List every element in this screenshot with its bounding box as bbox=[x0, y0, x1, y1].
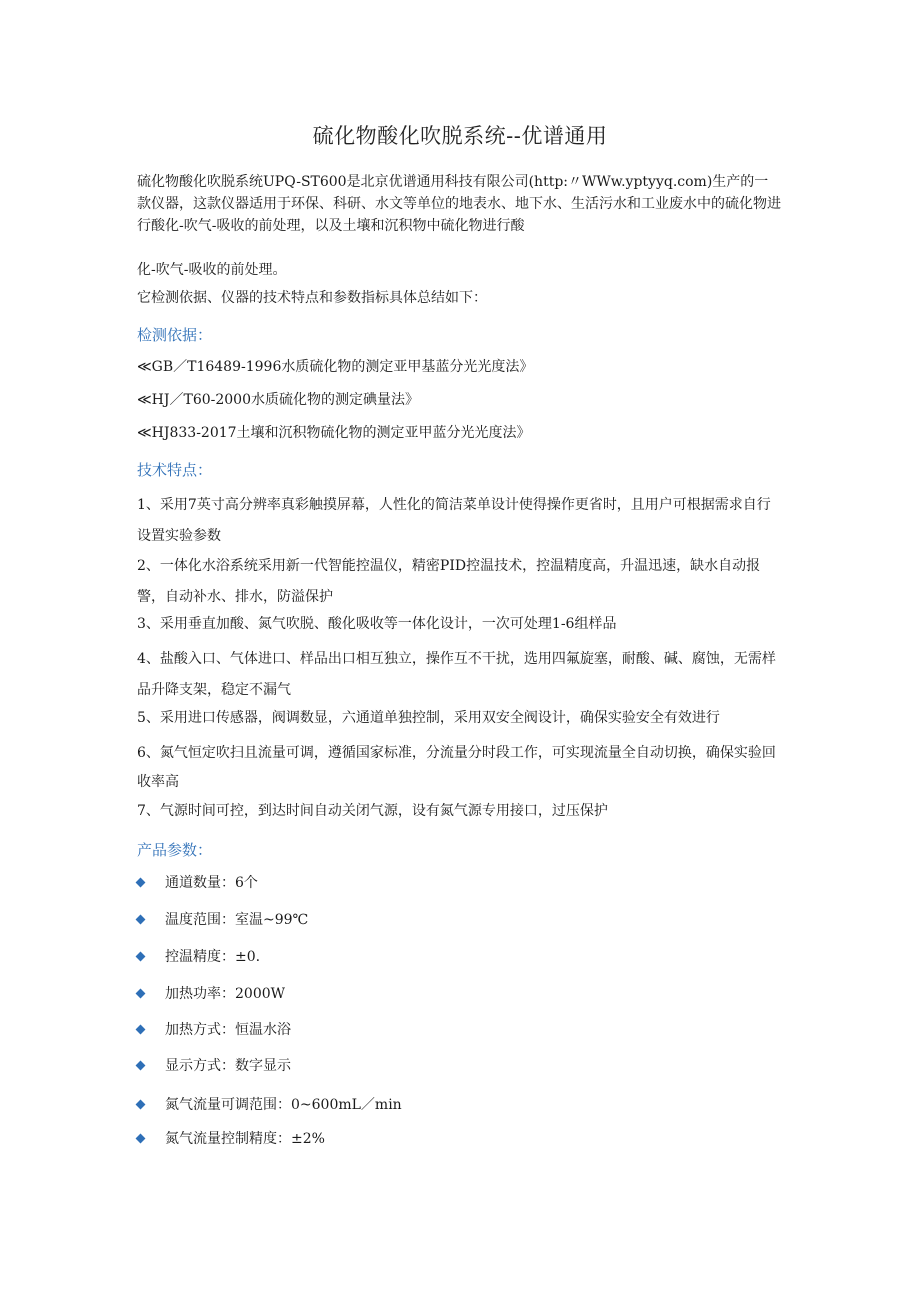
param-item bbox=[137, 1019, 737, 1041]
feature-item: 3、采用垂直加酸、氮气吹脱、酸化吸收等一体化设计，一次可处理1-6组样品 bbox=[137, 616, 617, 632]
param-text: 加热方式：恒温水浴 bbox=[165, 1022, 291, 1038]
param-text: 加热功率：2000W bbox=[165, 986, 286, 1002]
intro-section bbox=[137, 171, 782, 259]
param-item bbox=[137, 909, 737, 931]
param-item bbox=[137, 983, 737, 1005]
intro-summary: 它检测依据、仪器的技术特点和参数指标具体总结如下： bbox=[137, 290, 487, 306]
feature-item: 5、采用进口传感器，阀调数显，六通道单独控制，采用双安全阀设计，确保实验安全有效进行 bbox=[137, 710, 720, 726]
params-heading: 产品参数： bbox=[137, 841, 213, 859]
diamond-bullet-icon bbox=[136, 989, 146, 999]
param-text: 氮气流量可调范围：0~600mL／min bbox=[165, 1097, 402, 1113]
basis-item: ≪GB／T16489-1996水质硫化物的测定亚甲基蓝分光光度法》 bbox=[137, 359, 534, 375]
feature-item: 7、气源时间可控，到达时间自动关闭气源，设有氮气源专用接口，过压保护 bbox=[137, 803, 608, 819]
features-heading: 技术特点： bbox=[137, 461, 213, 479]
feature-item: 4、盐酸入口、气体进口、样品出口相互独立，操作互不干扰，选用四氟旋塞，耐酸、碱、腐蚀，无需样品升降支架，稳定不漏气 bbox=[137, 651, 776, 698]
param-text: 显示方式：数字显示 bbox=[165, 1058, 291, 1074]
feature-item: 1、采用7英寸高分辨率真彩触摸屏幕，人性化的简洁菜单设计使得操作更省时，且用户可根据需求自行设置实验参数 bbox=[137, 497, 771, 544]
feature-item: 6、氮气恒定吹扫且流量可调，遵循国家标准，分流量分时段工作，可实现流量全自动切换，确保实验回收率高 bbox=[137, 745, 776, 790]
param-item bbox=[137, 872, 737, 894]
intro-paragraph-continued: 化-吹气-吸收的前处理。 bbox=[137, 262, 287, 278]
param-text: 温度范围：室温~99℃ bbox=[165, 912, 309, 928]
param-text: 通道数量：6个 bbox=[165, 875, 258, 891]
param-item bbox=[137, 1128, 737, 1150]
diamond-bullet-icon bbox=[136, 952, 146, 962]
basis-item: ≪HJ／T60-2000水质硫化物的测定碘量法》 bbox=[137, 392, 419, 408]
basis-heading: 检测依据： bbox=[137, 326, 213, 344]
page-title: 硫化物酸化吹脱系统--优谱通用 bbox=[312, 124, 608, 148]
param-text: 氮气流量控制精度：±2% bbox=[165, 1131, 325, 1147]
param-item bbox=[137, 1055, 737, 1077]
param-text: 控温精度：±0. bbox=[165, 949, 261, 965]
basis-item: ≪HJ833-2017土壤和沉积物硫化物的测定亚甲蓝分光光度法》 bbox=[137, 425, 531, 441]
diamond-bullet-icon bbox=[136, 1025, 146, 1035]
diamond-bullet-icon bbox=[136, 915, 146, 925]
intro-paragraph: 硫化物酸化吹脱系统UPQ-ST600是北京优谱通用科技有限公司(http:〃WWw.yptyyq.com)生产的一款仪器，这款仪器适用于环保、科研、水文等单位的地表水、地下水、生活污水和工业废水中的硫化物进行酸化-吹气-吸收的前处理，以及土壤和沉积物中硫化物进行酸 bbox=[137, 174, 781, 234]
diamond-bullet-icon bbox=[136, 878, 146, 888]
diamond-bullet-icon bbox=[136, 1134, 146, 1144]
diamond-bullet-icon bbox=[136, 1061, 146, 1071]
param-item bbox=[137, 946, 737, 968]
feature-item: 2、一体化水浴系统采用新一代智能控温仪，精密PID控温技术，控温精度高，升温迅速，缺水自动报警，自动补水、排水，防溢保护 bbox=[137, 558, 761, 605]
diamond-bullet-icon bbox=[136, 1100, 146, 1110]
param-item bbox=[137, 1094, 737, 1116]
